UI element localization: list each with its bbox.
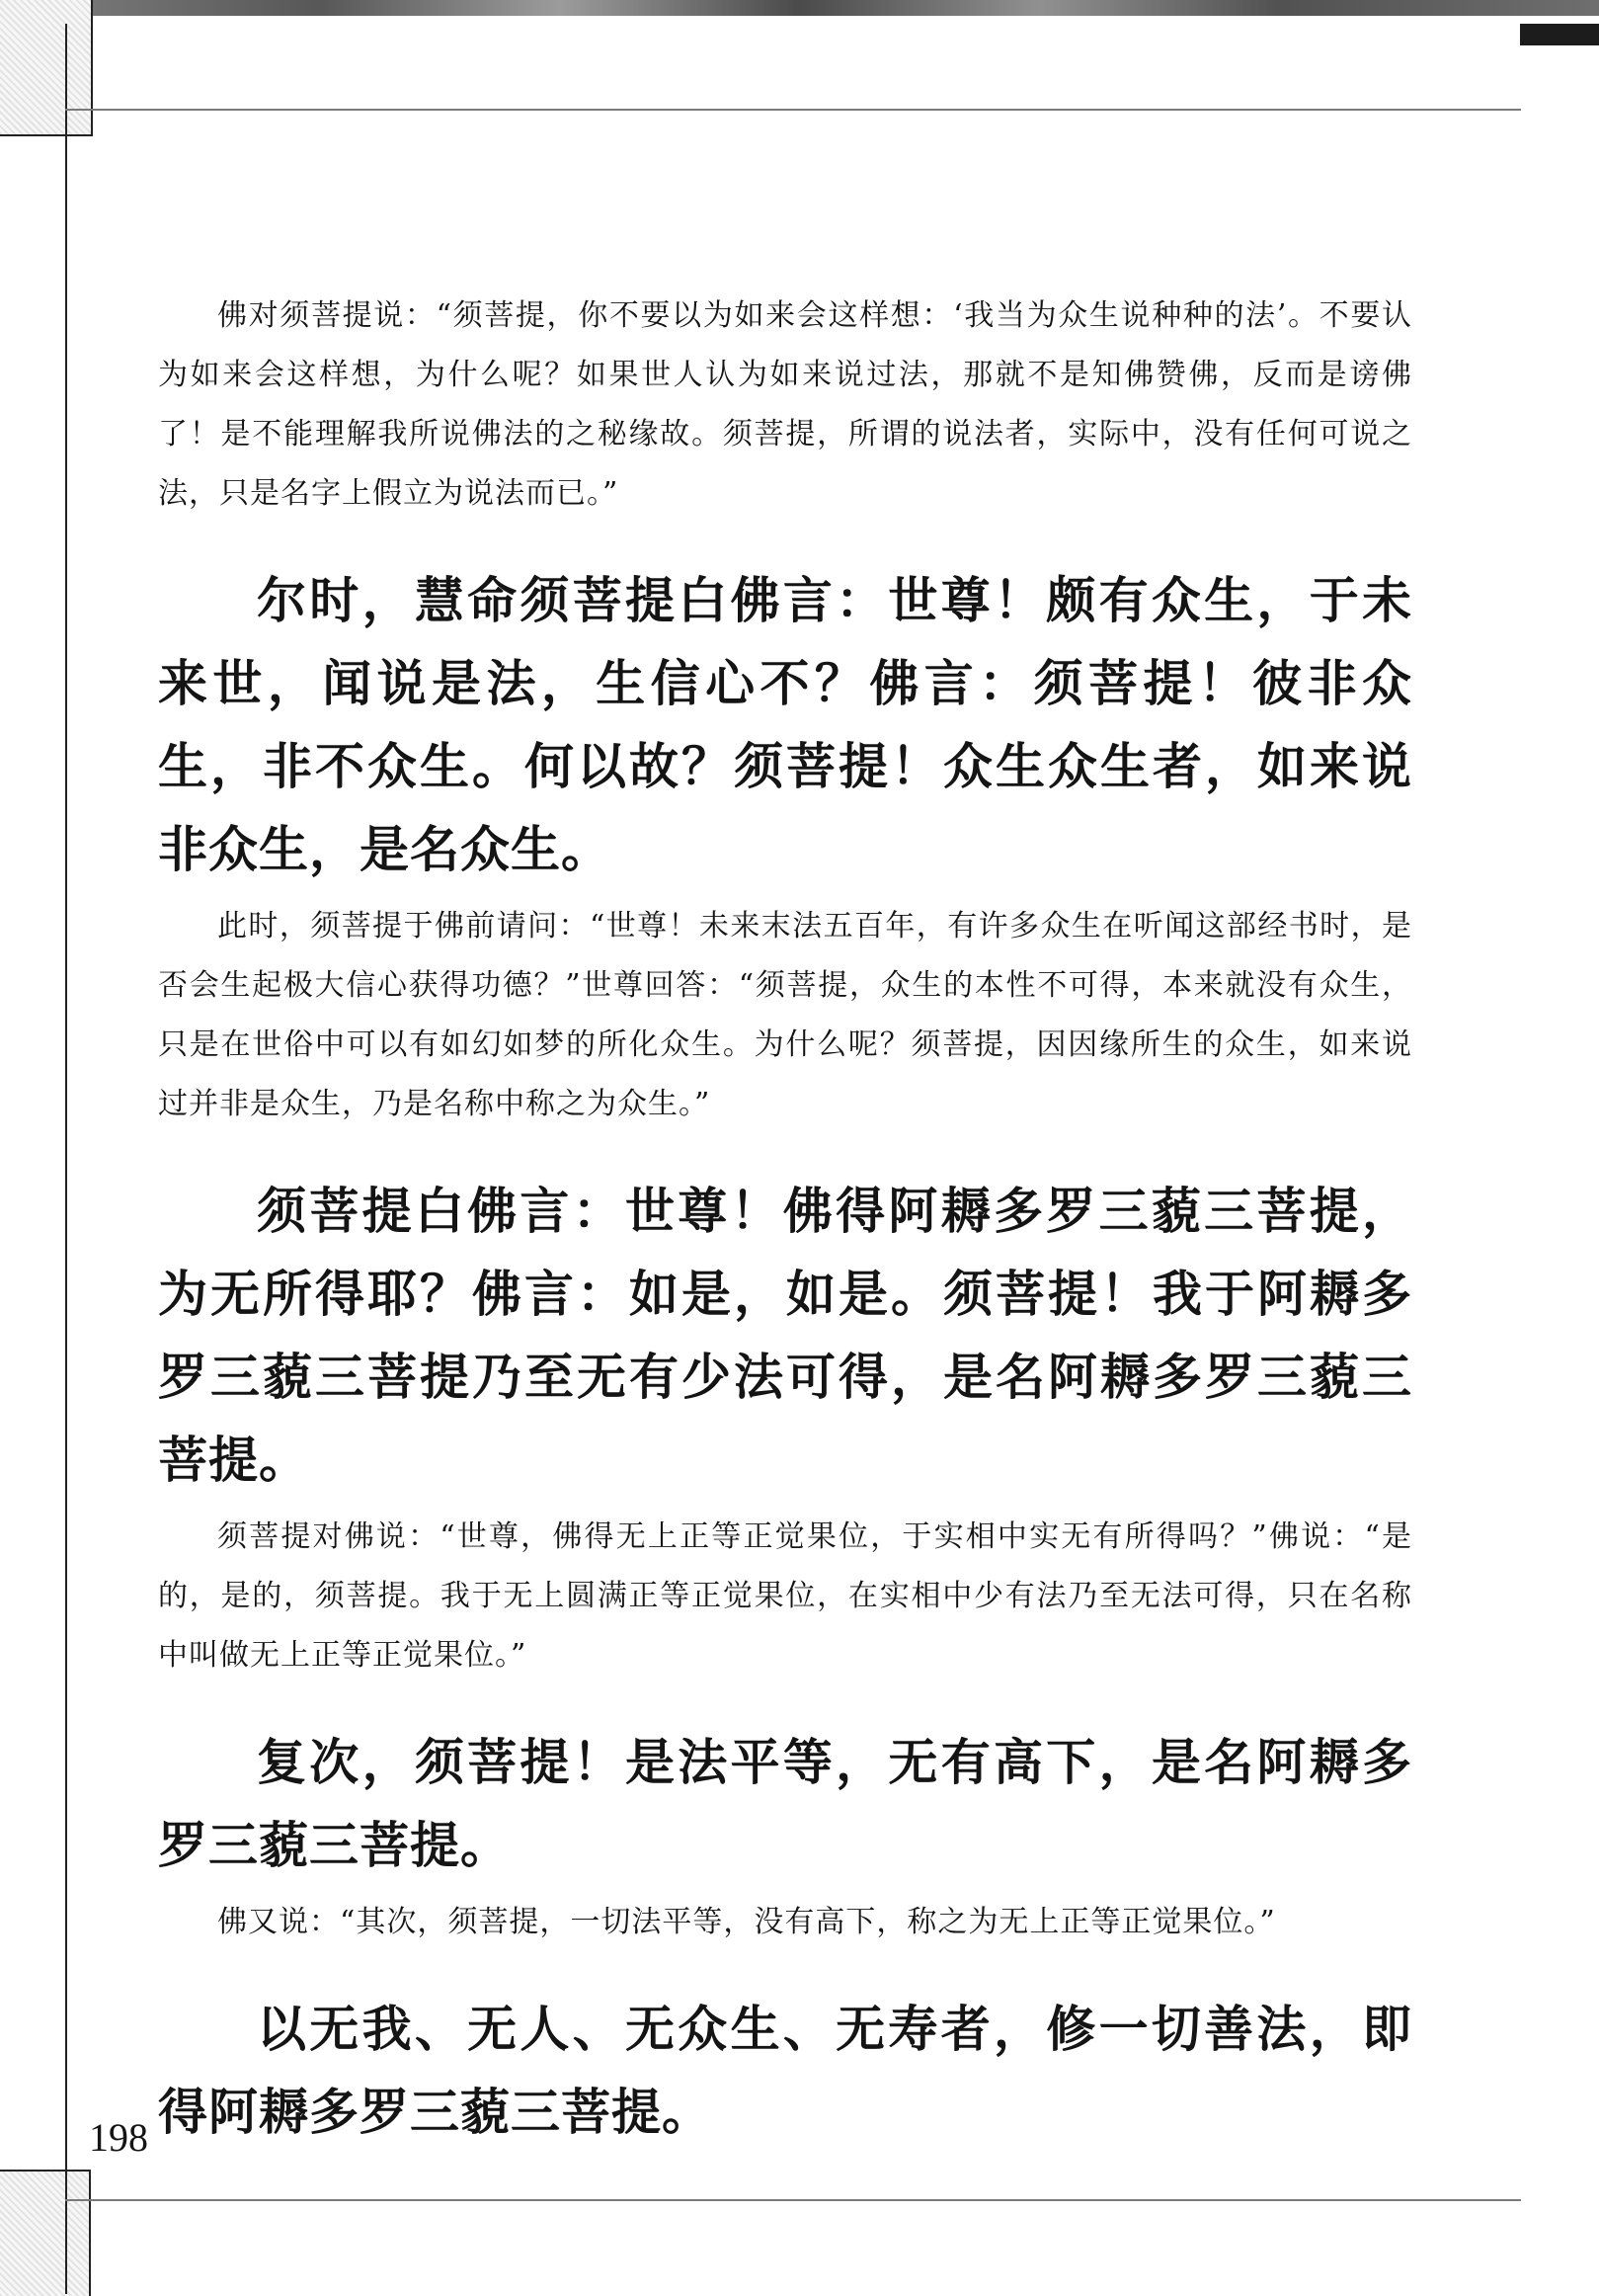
page-number: 198 [89, 2115, 148, 2160]
page-corner-bottom-left [0, 2170, 91, 2296]
sutra-paragraph: 尔时，慧命须菩提白佛言：世尊！颇有众生，于未来世，闻说是法，生信心不？佛言：须菩提！彼非众生，非不众生。何以故？须菩提！众生众生者，如来说非众生，是名众生。 [158, 571, 1412, 878]
page-frame-bottom-rule [65, 2199, 1521, 2201]
scan-corner-mark [1520, 24, 1599, 45]
commentary-paragraph: 须菩提对佛说：“世尊，佛得无上正等正觉果位，于实相中实无有所得吗？”佛说：“是的，是的，须菩提。我于无上圆满正等正觉果位，在实相中少有法乃至无法可得，只在名称中叫做无上正等正觉果位。” [158, 1519, 1412, 1673]
page-corner-top-left [0, 0, 93, 136]
sutra-paragraph: 须菩提白佛言：世尊！佛得阿耨多罗三藐三菩提，为无所得耶？佛言：如是，如是。须菩提！我于阿耨多罗三藐三菩提乃至无有少法可得，是名阿耨多罗三藐三菩提。 [158, 1182, 1412, 1489]
page-frame-top-rule [65, 109, 1521, 111]
commentary-paragraph: 此时，须菩提于佛前请问：“世尊！未来末法五百年，有许多众生在听闻这部经书时，是否会生起极大信心获得功德？”世尊回答：“须菩提，众生的本性不可得，本来就没有众生，只是在世俗中可以有如幻如梦的所化众生。为什么呢？须菩提，因因缘所生的众生，如来说过并非是众生，乃是名称中称之为众生。” [158, 909, 1412, 1121]
commentary-paragraph: 佛又说：“其次，须菩提，一切法平等，没有高下，称之为无上正等正觉果位。” [217, 1905, 1276, 1939]
page-frame-left-rule [65, 24, 67, 2294]
sutra-paragraph: 复次，须菩提！是法平等，无有高下，是名阿耨多罗三藐三菩提。 [158, 1733, 1412, 1874]
page-body [158, 287, 1412, 2154]
commentary-paragraph: 佛对须菩提说：“须菩提，你不要以为如来会这样想：‘我当为众生说种种的法’。不要认为如来会这样想，为什么呢？如果世人认为如来说过法，那就不是知佛赞佛，反而是谤佛了！是不能理解我所说佛法的之秘缘故。须菩提，所谓的说法者，实际中，没有任何可说之法，只是名字上假立为说法而已。” [158, 298, 1412, 511]
sutra-paragraph: 以无我、无人、无众生、无寿者，修一切善法，即得阿耨多罗三藐三菩提。 [158, 2000, 1412, 2141]
scan-top-edge [0, 0, 1599, 16]
